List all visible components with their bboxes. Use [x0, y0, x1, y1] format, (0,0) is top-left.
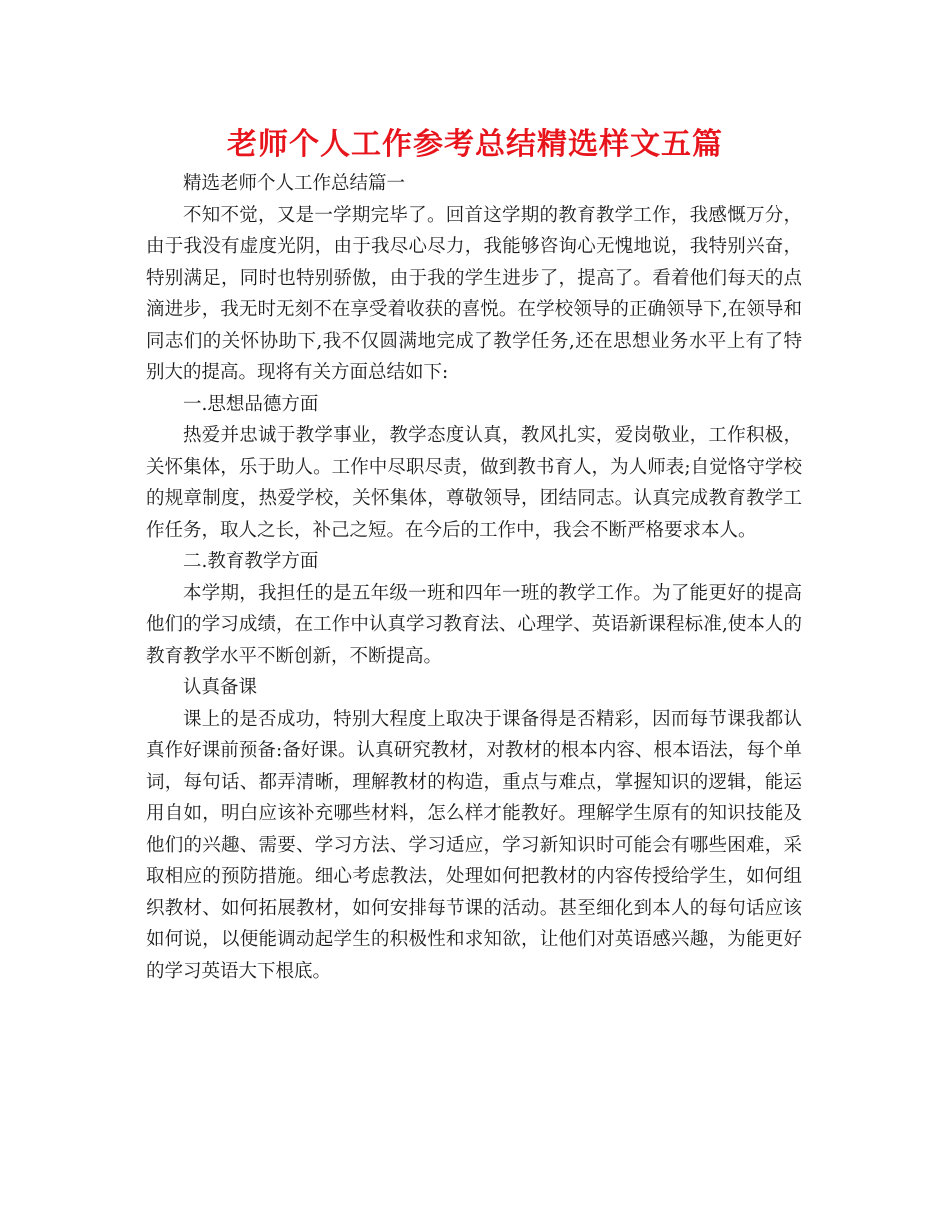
section-heading: 一.思想品德方面	[183, 393, 319, 415]
section-heading: 认真备课	[183, 677, 258, 698]
body-paragraph: 热爱并忠诚于教学事业，教学态度认真，教风扎实，爱岗敬业，工作积极，关怀集体，乐于助人。工作中尽职尽责，做到教书育人，为人师表;自觉恪守学校的规章制度，热爱学校，关怀集体，尊敬领导，团结同志。认真完成教育教学工作任务，取人之长，补己之短。在今后的工作中，我会不断严格要求本人。	[146, 425, 802, 541]
section-heading: 精选老师个人工作总结篇一	[183, 173, 406, 194]
section-heading: 二.教育教学方面	[183, 551, 319, 572]
body-paragraph: 不知不觉，又是一学期完毕了。回首这学期的教育教学工作，我感慨万分，由于我没有虚度光阴，由于我尽心尽力，我能够咨询心无愧地说，我特别兴奋，特别满足，同时也特别骄傲，由于我的学生进步了，提高了。看着他们每天的点滴进步，我无时无刻不在享受着收获的喜悦。在学校领导的正确领导下,在领导和同志们的关怀协助下,我不仅圆满地完成了教学任务,还在思想业务水平上有了特别大的提高。现将有关方面总结如下:	[146, 204, 802, 383]
body-paragraph: 本学期，我担任的是五年级一班和四年一班的教学工作。为了能更好的提高他们的学习成绩，在工作中认真学习教育法、心理学、英语新课程标准,使本人的教育教学水平不断创新，不断提高。	[146, 582, 802, 667]
document-title: 老师个人工作参考总结精选样文五篇	[227, 127, 723, 162]
document-body	[146, 168, 802, 987]
body-paragraph: 课上的是否成功，特别大程度上取决于课备得是否精彩，因而每节课我都认真作好课前预备:备好课。认真研究教材，对教材的根本内容、根本语法，每个单词，每句话、都弄清晰，理解教材的构造，重点与难点，掌握知识的逻辑，能运用自如，明白应该补充哪些材料，怎么样才能教好。理解学生原有的知识技能及他们的兴趣、需要、学习方法、学习适应，学习新知识时可能会有哪些困难，采取相应的预防措施。细心考虑教法，处理如何把教材的内容传授给学生，如何组织教材、如何拓展教材，如何安排每节课的活动。甚至细化到本人的每句话应该如何说，以便能调动起学生的积极性和求知欲，让他们对英语感兴趣，为能更好的学习英语大下根底。	[146, 708, 802, 982]
